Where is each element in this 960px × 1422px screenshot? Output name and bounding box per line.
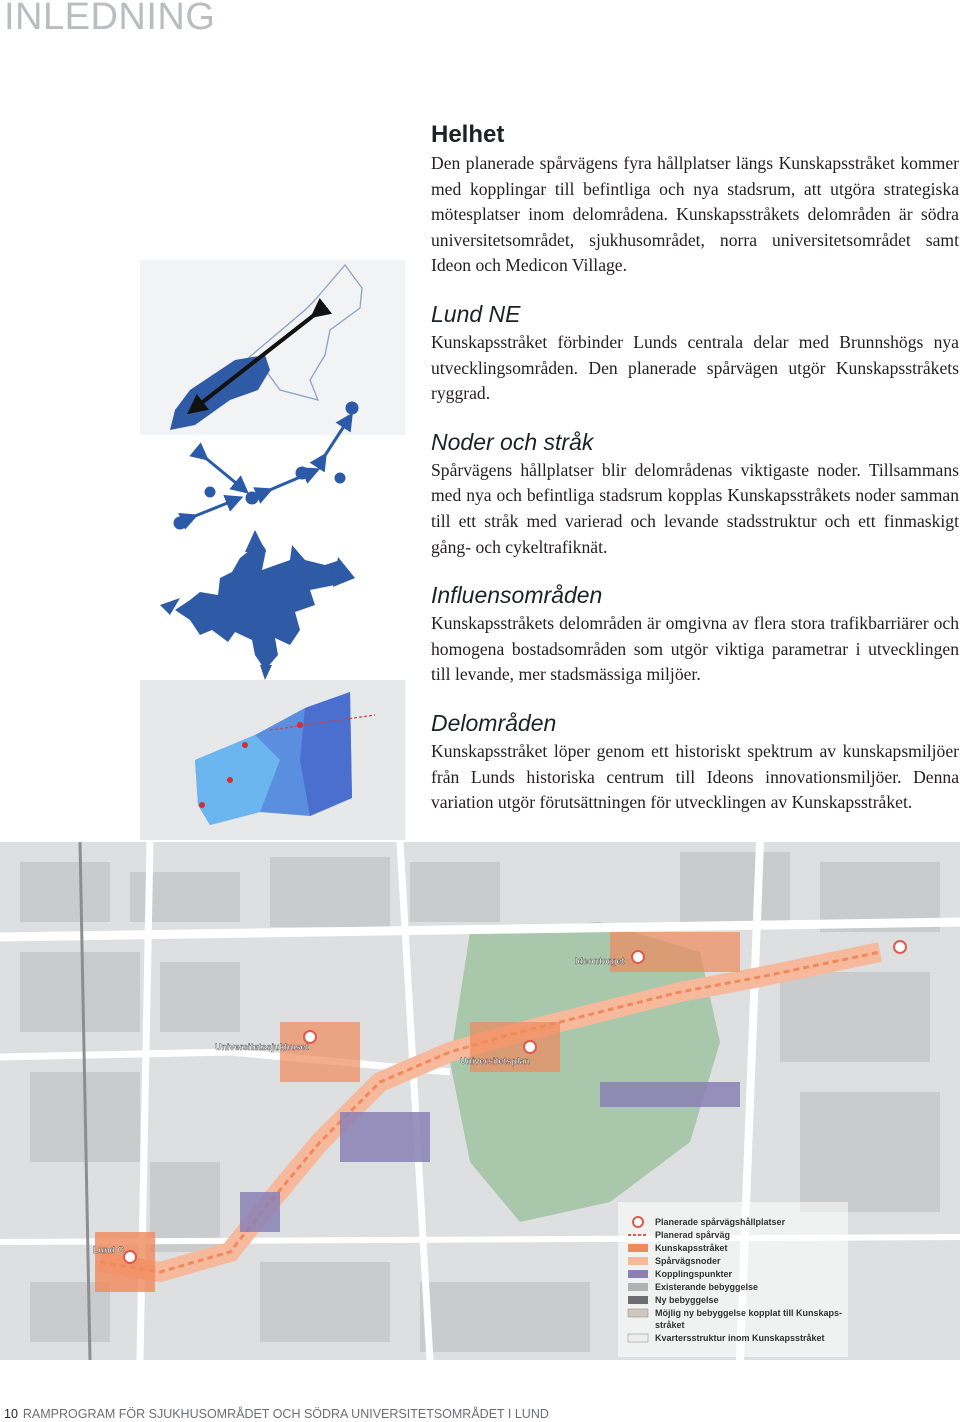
legend-item: Kvartersstruktur inom Kunskapsstråket: [655, 1333, 825, 1343]
page-number: 10: [4, 1407, 18, 1421]
section-heading: Delområden: [431, 709, 557, 736]
legend-item: stråket: [655, 1320, 685, 1330]
text-column: [431, 120, 959, 836]
legend-item: Planerad spårväg: [655, 1230, 731, 1240]
label-universitetsplan: Universitetsplan: [460, 1056, 531, 1066]
section-heading: Lund NE: [431, 300, 521, 327]
legend-stop-icon: [633, 1217, 643, 1227]
legend-item: Möjlig ny bebyggelse kopplat till Kunskaps-: [655, 1308, 843, 1318]
illustration-map: [0, 842, 960, 1360]
label-universitetssjukhuset: Universitetssjukhuset: [215, 1042, 309, 1052]
page-footer: [4, 1407, 549, 1421]
section-heading: Noder och stråk: [431, 428, 594, 455]
concept-diagrams: [140, 260, 405, 840]
section-heading: Helhet: [431, 121, 505, 148]
legend-item: Kopplingspunkter: [655, 1269, 732, 1279]
chapter-title: INLEDNING: [4, 0, 216, 38]
legend-item: Spårvägsnoder: [655, 1256, 721, 1266]
footer-title: RAMPROGRAM FÖR SJUKHUSOMRÅDET OCH SÖDRA UNIVERSITETSOMRÅDET I LUND: [22, 1407, 549, 1421]
lund-ne-diagram: [140, 260, 405, 435]
map-legend: [618, 1202, 848, 1357]
label-ideontorget: Ideontorget: [575, 956, 625, 966]
label-lund-c: Lund C: [93, 1245, 124, 1255]
section-influens: [431, 580, 959, 688]
legend-item: Planerade spårvägshållplatser: [655, 1217, 786, 1227]
section-body: Kunskapsstråket löper genom ett historiskt spektrum av kunskapsmiljöer från Lunds historiska centrum till Ideons innovationsmiljöer. Denna variation utgör förutsättningen för utvecklingen av Kunskapsstråket.: [431, 740, 959, 813]
section-body: Spårvägens hållplatser blir delområdenas viktigaste noder. Tillsammans med nya och befintliga stadsrum kopplas Kunskapsstråkets noder samman till ett stråk med varierad och levande stadsstruktur och ett finmaskigt gång- och cykeltrafiknät.: [431, 459, 959, 557]
legend-item: Existerande bebyggelse: [655, 1282, 759, 1292]
section-body: Kunskapsstråkets delområden är omgivna av flera stora trafikbarriärer och homogena bostadsområden som utgör viktiga parametrar i utvecklingen till levande, mer stadsmässiga miljöer.: [431, 613, 959, 685]
section-lund-ne: [431, 299, 959, 407]
delomraden-diagram: [140, 680, 405, 840]
section-body: Den planerade spårvägens fyra hållplatser längs Kunskapsstråket kommer med kopplingar till befintliga och nya stadsrum, att utgöra strategiska mötesplatser inom delområdena. Kunskapsstråkets delområden är södra universitetsområdet, sjukhusområdet, norra universitetsområdet samt Ideon och Medicon Village.: [431, 153, 959, 276]
section-heading: Influensområden: [431, 582, 603, 609]
legend-item: Kunskapsstråket: [655, 1243, 728, 1253]
section-noder: [431, 427, 959, 560]
section-helhet: [431, 120, 959, 279]
legend-item: Ny bebyggelse: [655, 1295, 719, 1305]
section-body: Kunskapsstråket förbinder Lunds centrala delar med Brunnshögs nya utvecklingsområden. Den planerade spårvägen utgör Kunskapsstråkets ryggrad.: [431, 331, 959, 404]
section-delomraden: [431, 708, 959, 816]
